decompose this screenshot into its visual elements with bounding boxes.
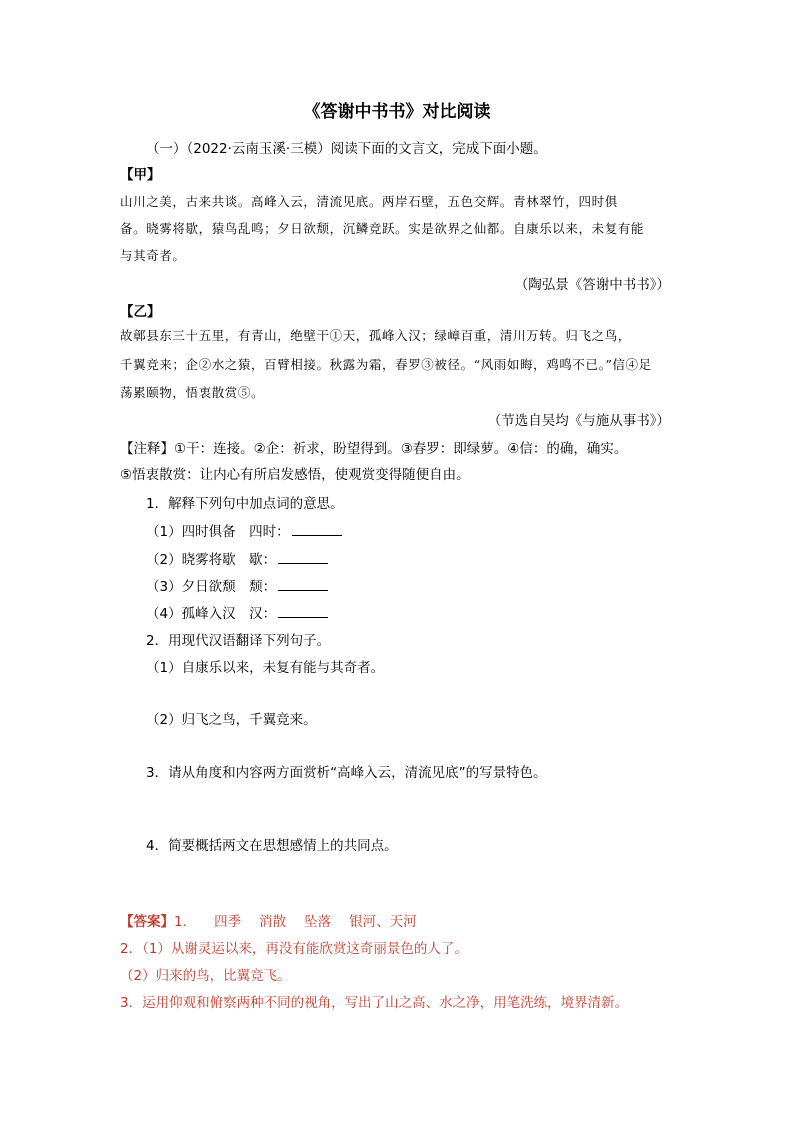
jia-line: 与其奇者。 — [120, 248, 186, 263]
question-1-item — [146, 575, 328, 595]
answer-blank[interactable] — [292, 523, 342, 536]
answer-item: 消散 — [259, 914, 287, 930]
jia-line: 山川之美，古来共谈。高峰入云，清流见底。两岸石壁，五色交辉。青林翠竹，四时俱 — [120, 194, 618, 209]
intro-line: （一）（2022·云南玉溪·三模）阅读下面的文言文，完成下面小题。 — [146, 141, 547, 157]
question-1-item-text: （1）四时俱备 四时： — [146, 524, 290, 540]
question-1-item — [146, 548, 328, 568]
question-1-stem: 1．解释下列句中加点词的意思。 — [146, 496, 344, 512]
answer-label: 【答案】 — [120, 914, 174, 930]
answer-item: 坠落 — [304, 914, 332, 930]
answer-line-2: 2．（1）从谢灵运以来，再没有能欣赏这奇丽景色的人了。 — [120, 941, 468, 957]
notes-line: 【注释】①干：连接。②企：祈求，盼望得到。③春罗：即绿萝。④信：的确，确实。 — [120, 441, 628, 457]
question-2-item: （1）自康乐以来，未复有能与其奇者。 — [146, 660, 385, 676]
answer-blank[interactable] — [278, 578, 328, 591]
answer-line-3: （2）归来的鸟，比翼竞飞。 — [120, 968, 291, 984]
question-2-item: （2）归飞之鸟，千翼竞来。 — [146, 712, 317, 728]
answer-line-4: 3．运用仰观和俯察两种不同的视角，写出了山之高、水之净，用笔洗练，境界清新。 — [120, 995, 629, 1011]
question-1-item — [146, 602, 328, 622]
answer-item: 银河、天河 — [349, 914, 417, 930]
yi-source: （节选自吴均《与施从事书》） — [487, 413, 670, 429]
jia-source: （陶弘景《答谢中书书》） — [514, 277, 670, 293]
question-1-item-text: （3）夕日欲颓 颓： — [146, 579, 277, 595]
page-title: 《答谢中书书》对比阅读 — [303, 102, 491, 122]
answer-item: 四季 — [214, 914, 242, 930]
answer-line1-prefix: 1． — [174, 914, 197, 930]
question-3: 3．请从角度和内容两方面赏析“高峰入云，清流见底”的写景特色。 — [146, 765, 547, 781]
yi-line: 故鄣县东三十五里，有青山，绝壁干①天，孤峰入汉；绿嶂百重，清川万转。归飞之鸟， — [120, 328, 631, 343]
jia-line: 备。晓雾将歇，猿鸟乱鸣；夕日欲颓，沉鳞竞跃。实是欲界之仙都。自康乐以来，未复有能 — [120, 221, 645, 236]
yi-line: 千翼竞来；企②水之猿，百臂相接。秋露为霜，春罗③被径。“风雨如晦，鸡鸣不已。”信④足 — [120, 357, 652, 372]
question-2-stem: 2．用现代汉语翻译下列句子。 — [146, 633, 331, 649]
notes-line: ⑤悟衷散赏：让内心有所启发感悟，使观赏变得随便自由。 — [120, 467, 470, 483]
answer-line-1 — [120, 910, 417, 930]
yi-label: 【乙】 — [120, 304, 161, 320]
question-1-item-text: （2）晓雾将歇 歇： — [146, 552, 277, 568]
yi-line: 荡累颐物，悟衷散赏⑤。 — [120, 385, 265, 400]
answer-blank[interactable] — [278, 605, 328, 618]
jia-label: 【甲】 — [120, 167, 161, 183]
answer-blank[interactable] — [278, 551, 328, 564]
question-1-item — [146, 520, 342, 540]
question-4: 4．简要概括两文在思想感情上的共同点。 — [146, 838, 398, 854]
question-1-item-text: （4）孤峰入汉 汉： — [146, 606, 277, 622]
